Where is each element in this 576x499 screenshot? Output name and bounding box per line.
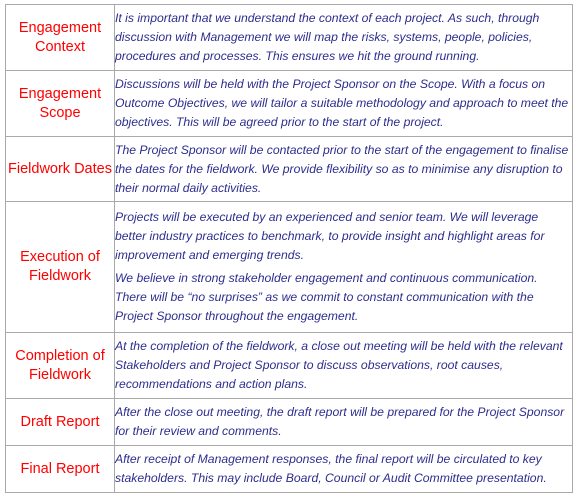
stage-label-text: Engagement Context [18,19,102,55]
stage-label-text: Engagement Scope [18,85,102,121]
table-row [6,5,573,71]
table-row [6,71,573,137]
stage-description [115,71,573,137]
description-paragraph: After receipt of Management responses, the final report will be circulated to key stakeholders. This may include Board, Council or Audit Committee presentation. [115,452,547,485]
stage-description [115,202,573,333]
stage-label [6,137,115,202]
stage-label [6,5,115,71]
stage-label-text: Draft Report [20,413,100,430]
table-row [6,446,573,493]
stage-description [115,137,573,202]
stage-label-text: Completion of Fieldwork [15,347,105,383]
stage-label-text: Final Report [20,460,100,477]
stage-description [115,333,573,399]
description-paragraph: We believe in strong stakeholder engagement and continuous communication. There will be “no surprises” as we commit to constant communication with the Project Sponsor throughout the engagement. [115,271,538,323]
stage-description [115,446,573,493]
table-row [6,202,573,333]
stage-description [115,399,573,446]
engagement-process-table [5,4,573,493]
description-paragraph: The Project Sponsor will be contacted prior to the start of the engagement to finalise the dates for the fieldwork. We provide flexibility so as to minimise any disruption to their normal daily activities. [115,142,569,195]
stage-label [6,446,115,493]
stage-label-text: Execution of Fieldwork [20,249,100,284]
description-paragraph: It is important that we understand the context of each project. As such, through discussion with Management we will map the risks, systems, people, policies, procedures and processes. This ensures we hit the ground running. [115,11,540,63]
stage-label [6,202,115,333]
table-row [6,399,573,446]
description-paragraph: Projects will be executed by an experienced and senior team. We will leverage better industry practices to benchmark, to provide insight and highlight areas for improvement and emerging trends. [115,210,545,262]
table-row [6,137,573,202]
stage-label [6,399,115,446]
stage-description [115,5,573,71]
description-paragraph: Discussions will be held with the Project Sponsor on the Scope. With a focus on Outcome Objectives, we will tailor a suitable methodology and approach to meet the objectives. This will be agreed prior to the start of the project. [115,77,569,129]
stage-label-text: Fieldwork Dates [8,160,112,177]
description-paragraph: After the close out meeting, the draft report will be prepared for the Project Sponsor for their review and comments. [115,405,565,438]
stage-label [6,333,115,399]
stage-label [6,71,115,137]
table-row [6,333,573,399]
description-paragraph: At the completion of the fieldwork, a close out meeting will be held with the relevant Stakeholders and Project Sponsor to discuss observations, root causes, recommendations and action plans. [115,339,563,391]
